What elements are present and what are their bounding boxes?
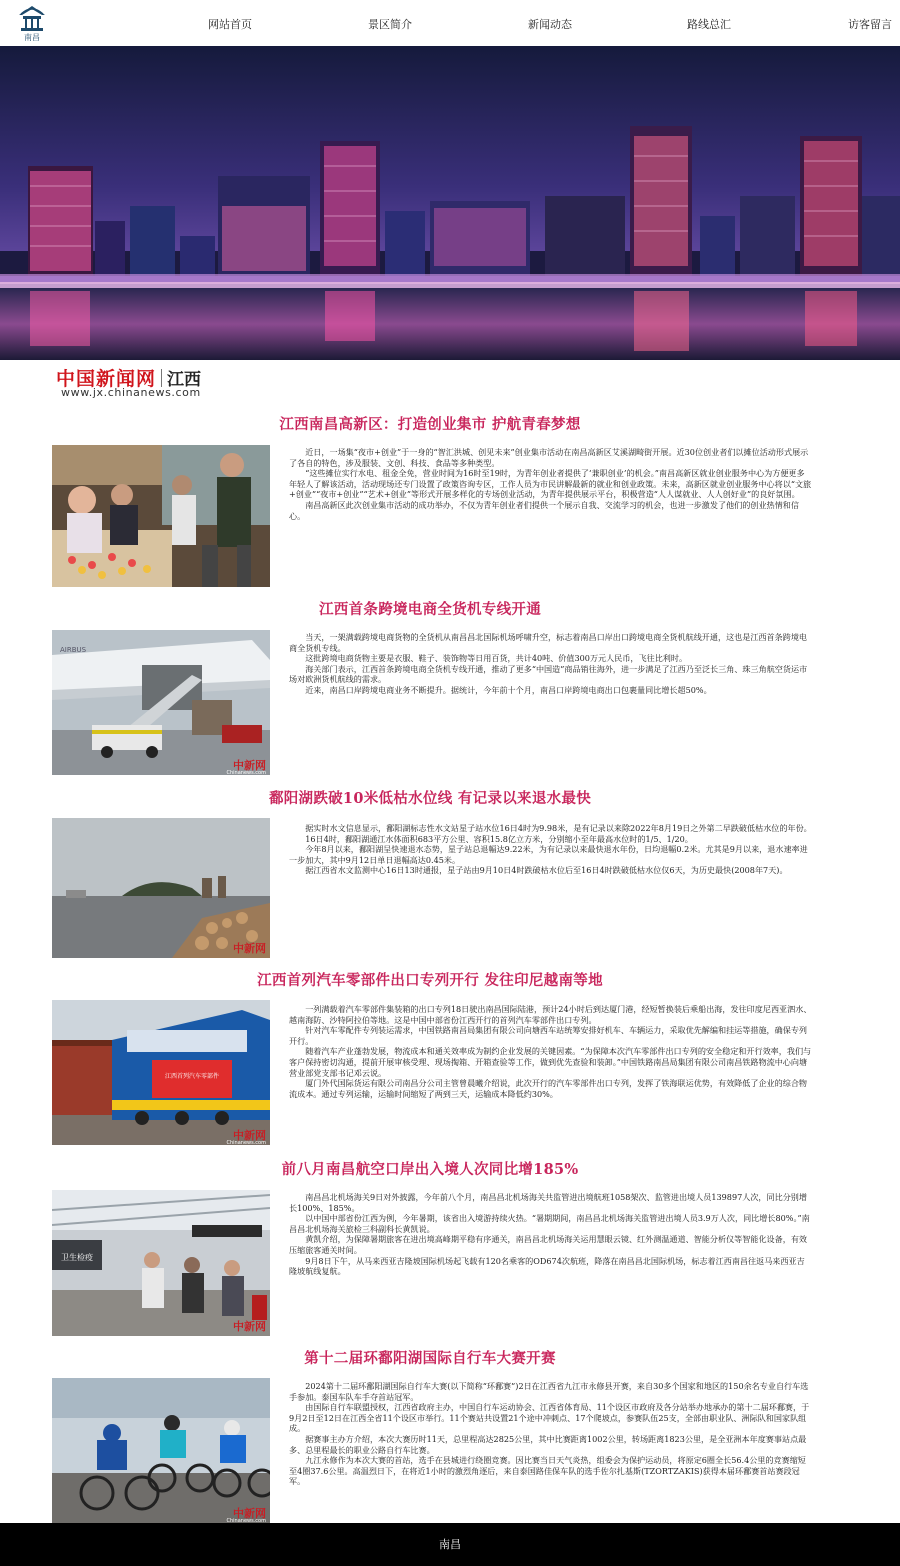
article-photo-cycling-race: [52, 1378, 270, 1523]
footer-text: 南昌: [439, 1538, 461, 1551]
article-paragraph: 据江西省水文监测中心16日13时通报，星子站由9月10日4时跌破枯水位后至16日4时跌破低枯水位仅6天，为历史最快(2008年7天)。: [305, 865, 788, 876]
watermark-sub-label: Chinanews.com: [226, 1140, 266, 1145]
top-navigation-bar: [0, 0, 900, 46]
article-paragraph: 厦门外代国际货运有限公司南昌分公司主管曾晨曦介绍说，此次开行的汽车零部件出口专列，发挥了铁海联运优势，有效降低了企业的综合物流成本。通过专列运输，运输时间缩短了两到三天，运输成本降低约30%。: [289, 1078, 808, 1099]
article-photo-airport-customs: [52, 1190, 270, 1336]
article-body: [289, 823, 812, 876]
article-paragraph: 近日，一场集“夜市+创业”于一身的“智汇洪城、创见未来”创业集市活动在南昌高新区艾溪湖畸街开展。近30位创业者们以摊位活动形式展示了各自的特色，涉及服装、文创、科技、食品等多种类型。: [289, 447, 809, 468]
article-photo-startup-market: [52, 445, 270, 587]
logo-text: 南昌: [24, 33, 40, 42]
article-body: [289, 1381, 812, 1487]
article-paragraph: 16日4时，鄱阳湖通江水体面积683平方公里、容积15.8亿立方米，分别缩小至年最高水位时的1/5、1/20。: [305, 833, 693, 844]
nav-scenic-intro[interactable]: 景区简介: [368, 18, 412, 31]
article-paragraph: 今年8月以来，鄱阳湖呈快速退水态势，星子站总退幅达9.22米，为有记录以来最快退水年份，日均退幅0.2米。尤其是9月以来，退水速率进一步加大，其中9月12日单日退幅高达0.45米。: [289, 844, 808, 865]
nav-news[interactable]: 新闻动态: [528, 18, 572, 31]
hero-banner: [0, 46, 900, 360]
source-region: 江西: [167, 370, 202, 390]
article-body: [289, 1192, 812, 1277]
city-night-skyline-image: [0, 46, 900, 360]
article-photo-freight-train: [52, 1000, 270, 1145]
article-paragraph: 近来，南昌口岸跨境电商业务不断提升。据统计，今年前十个月，南昌口岸跨境电商出口包裹量同比增长超50%。: [305, 684, 712, 695]
article-paragraph: 九江永修作为本次大赛的首站，选手在县城进行绕圈竞赛。因比赛当日天气炎热，组委会为保护运动员，将原定6圈全长56.4公里的竞赛缩短至4圈37.6公里。高温烈日下，在将近1小时的激烈角逐后，来自泰国路佳保车队的选手佐尔扎基斯(TZORTZAKIS)获得本届环鄱赛首站赛段冠军。: [289, 1455, 806, 1487]
svg-text:卫生检疫: 卫生检疫: [61, 1253, 93, 1262]
lake-shore-photo-image: [52, 818, 270, 958]
article-title[interactable]: 前八月南昌航空口岸出入境人次同比增185%: [281, 1161, 579, 1178]
article-paragraph: 针对汽车零配件专列装运需求，中国铁路南昌局集团有限公司向塘西车站统筹安排好机车、车辆运力，采取优先解编和挂运等措施，确保专列开行。: [289, 1025, 808, 1046]
article-paragraph: 这批跨境电商货物主要是衣服、鞋子、装饰物等日用百货，共计40吨、价值300万元人民币，飞往比利时。: [305, 653, 688, 664]
article-paragraph: 据赛事主办方介绍，本次大赛历时11天，总里程高达2825公里，其中比赛距离1002公里，转场距离1823公里，是全亚洲本年度赛事站点最多、总里程最长的职业公路自行车比赛。: [289, 1433, 807, 1455]
nav-home[interactable]: 网站首页: [208, 18, 252, 31]
watermark-sub-label: Chinanews.com: [226, 770, 266, 775]
nav-routes[interactable]: 路线总汇: [687, 18, 731, 31]
article-body: [289, 632, 812, 696]
article-title[interactable]: 江西首条跨境电商全货机专线开通: [319, 601, 541, 618]
cycling-race-photo-image: [52, 1378, 270, 1523]
article-paragraph: 由国际自行车联盟授权，江西省政府主办，中国自行车运动协会、江西省体育局、11个设区市政府及各分站举办地承办的第十二届环鄱赛，于9月2日至12日在江西全省11个设区市举行。11个赛站共设置21个途中冲刺点、17个爬坡点，参赛队伍25支，全部由职业队、洲际队和国家队组成。: [289, 1402, 810, 1434]
source-url[interactable]: www.jx.chinanews.com: [61, 386, 201, 399]
source-divider: [161, 369, 162, 387]
article-paragraph: “这些摊位实行水电、租金全免，营业时间为16时至19时，为青年创业者提供了‘兼职创业’的机会。”南昌高新区就业创业服务中心为方便更多年轻人了解该活动，活动现场还专门设置了政策咨询专区，工作人员为市民讲解最新的就业和创业政策。未来，高新区就业创业服务中心将以“文旅+创业”“夜市+创业”“艺术+创业”等形式开展多样化的专场创业活动，为青年提供展示平台，积极营造“人人谋就业、人人创好业”的良好氛围。: [289, 468, 812, 500]
cargo-plane-photo-image: [52, 630, 270, 775]
svg-text:AIRBUS: AIRBUS: [60, 646, 87, 654]
article-paragraph: 以中国中部省份江西为例，今年暑期，该省出入境游持续火热。“暑期期间，南昌昌北机场海关监管进出境人员3.9万人次，同比增长80%。”南昌昌北机场海关旅检三科副科长黄凯说。: [289, 1213, 810, 1234]
article-paragraph: 南昌高新区此次创业集市活动的成功举办，不仅为青年创业者们提供一个展示自我、交流学习的机会，也进一步激发了他们的创业热情和信心。: [289, 499, 799, 521]
article-title[interactable]: 第十二届环鄱阳湖国际自行车大赛开赛: [304, 1350, 556, 1367]
watermark-label: 中新网: [233, 759, 266, 772]
article-title[interactable]: 江西首列汽车零部件出口专列开行 发往印尼越南等地: [257, 972, 603, 989]
night-market-photo-image: [52, 445, 270, 587]
article-paragraph: 当天，一架满载跨境电商货物的全货机从南昌昌北国际机场呼啸升空，标志着南昌口岸出口跨境电商全货机航线开通，这也是江西首条跨境电商全货机专线。: [289, 632, 808, 653]
page-footer: [0, 1523, 900, 1566]
watermark-label: 中新网: [233, 942, 266, 955]
article-paragraph: 南昌昌北机场海关9日对外披露，今年前八个月，南昌昌北机场海关共监管进出境航班1058架次、监管进出境人员139897人次，同比分别增长100%、185%。: [289, 1192, 807, 1213]
article-paragraph: 9月8日下午，从马来西亚吉隆坡国际机场起飞载有120名乘客的OD674次航班，降落在南昌昌北国际机场，标志着江西南昌往返马来西亚吉隆坡航线复航。: [289, 1255, 805, 1277]
freight-train-photo-image: [52, 1000, 270, 1145]
article-title[interactable]: 鄱阳湖跌破10米低枯水位线 有记录以来退水最快: [268, 790, 592, 807]
svg-text:江西首列汽车零部件: 江西首列汽车零部件: [164, 1073, 220, 1080]
site-logo[interactable]: [17, 2, 47, 44]
article-paragraph: 黄凯介绍，为保障暑期旅客在进出境高峰期平稳有序通关，南昌昌北机场海关运用慧眼云镜、红外测温通道、智能分析仪等智能化设备，有效压缩旅客通关时间。: [289, 1234, 808, 1255]
watermark-label: 中新网: [233, 1507, 266, 1520]
article-paragraph: 随着汽车产业蓬勃发展，物流成本和通关效率成为制约企业发展的关键因素。“为保障本次汽车零部件出口专列的安全稳定和开行效率，我们与客户保持密切沟通，提前开展审核受理、现场掏箱、开箱查验等工作，做到优先查验和装卸。”中国铁路南昌局集团有限公司南昌铁路物流中心向塘营业部党支部书记邓云说。: [289, 1046, 812, 1078]
article-paragraph: 一列满载着汽车零部件集装箱的出口专列18日驶出南昌国际陆港，预计24小时后到达厦门港，经短暂换装后乘船出海，发往印度尼西亚泗水、越南海防、沙特阿拉伯等地。这是中国中部省份江西开行的首列汽车零部件出口专列。: [289, 1004, 812, 1025]
source-brand: 中国新闻网: [56, 368, 157, 390]
source-logo: [56, 364, 216, 400]
pavilion-logo-icon: [17, 2, 47, 44]
watermark-label: 中新网: [233, 1320, 266, 1333]
article-photo-poyang-lake: [52, 818, 270, 958]
watermark-sub-label: Chinanews.com: [226, 1518, 266, 1523]
article-body: [289, 1004, 812, 1099]
article-paragraph: 据实时水文信息显示，鄱阳湖标志性水文站星子站水位16日4时为9.98米，是有记录以来除2022年8月19日之外第二早跌破低枯水位的年份。: [305, 823, 812, 833]
nav-guestbook[interactable]: 访客留言: [848, 18, 892, 31]
airport-hall-photo-image: [52, 1190, 270, 1336]
article-title[interactable]: 江西南昌高新区：打造创业集市 护航青春梦想: [279, 416, 581, 433]
watermark-label: 中新网: [233, 1129, 266, 1142]
article-photo-cargo-plane: [52, 630, 270, 775]
article-paragraph: 2024第十二届环鄱阳湖国际自行车大赛(以下简称“环鄱赛”)2日在江西省九江市永修县开赛，来自30多个国家和地区的150余名专业自行车选手参加。泰国车队车手夺首站冠军。: [289, 1381, 809, 1402]
article-paragraph: 海关部门表示，江西首条跨境电商全货机专线开通，推动了更多“中国造”商品销往海外，进一步满足了江西乃至泛长三角、珠三角航空货运市场对欧洲货机航线的需求。: [289, 663, 808, 685]
article-body: [289, 447, 812, 521]
